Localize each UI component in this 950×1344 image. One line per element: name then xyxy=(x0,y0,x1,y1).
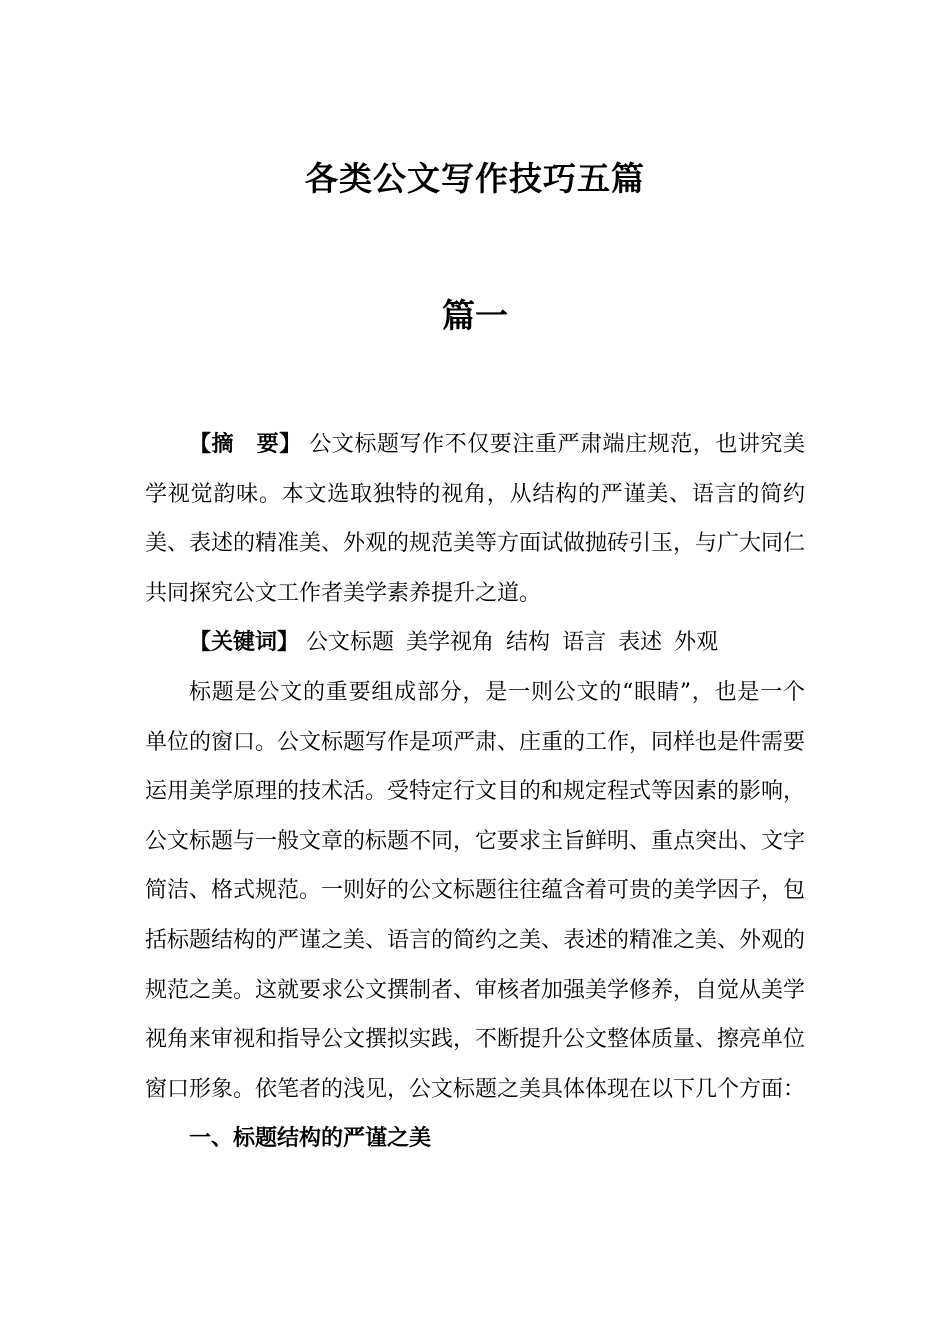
keyword: 语言 xyxy=(562,630,607,656)
keyword: 结构 xyxy=(506,630,551,656)
keyword: 公文标题 xyxy=(306,630,395,656)
keyword: 表述 xyxy=(618,630,663,656)
document-title: 各类公文写作技巧五篇 xyxy=(305,159,645,198)
abstract-text: 公文标题写作不仅要注重严肃端庄规范，也讲究美学视觉韵味。本文选取独特的视角，从结构的严谨美、语言的简约美、表述的精准美、外观的规范美等方面试做抛砖引玉，与广大同仁共同探究公文工作者美学素养提升之道。 xyxy=(145,432,806,606)
abstract-paragraph xyxy=(145,420,805,618)
keywords-paragraph xyxy=(145,618,805,668)
keyword: 外观 xyxy=(674,630,719,656)
keywords-label: 【关键词】 xyxy=(189,630,300,656)
body-paragraph: 标题是公文的重要组成部分，是一则公文的“眼睛”，也是一个单位的窗口。公文标题写作是项严肃、庄重的工作，同样也是件需要运用美学原理的技术活。受特定行文目的和规定程式等因素的影响，公文标题与一般文章的标题不同，它要求主旨鲜明、重点突出、文字简洁、格式规范。一则好的公文标题往往蕴含着可贵的美学因子，包括标题结构的严谨之美、语言的简约之美、表述的精准之美、外观的规范之美。这就要求公文撰制者、审核者加强美学修养，自觉从美学视角来审视和指导公文撰拟实践，不断提升公文整体质量、擦亮单位窗口形象。依笔者的浅见，公文标题之美具体体现在以下几个方面： xyxy=(145,679,806,1102)
section-heading: 一、标题结构的严谨之美 xyxy=(189,1126,432,1152)
keyword: 美学视角 xyxy=(406,630,495,656)
document-body xyxy=(145,420,805,1164)
abstract-label: 【摘 要】 xyxy=(189,432,302,457)
section-title: 篇一 xyxy=(442,296,508,335)
